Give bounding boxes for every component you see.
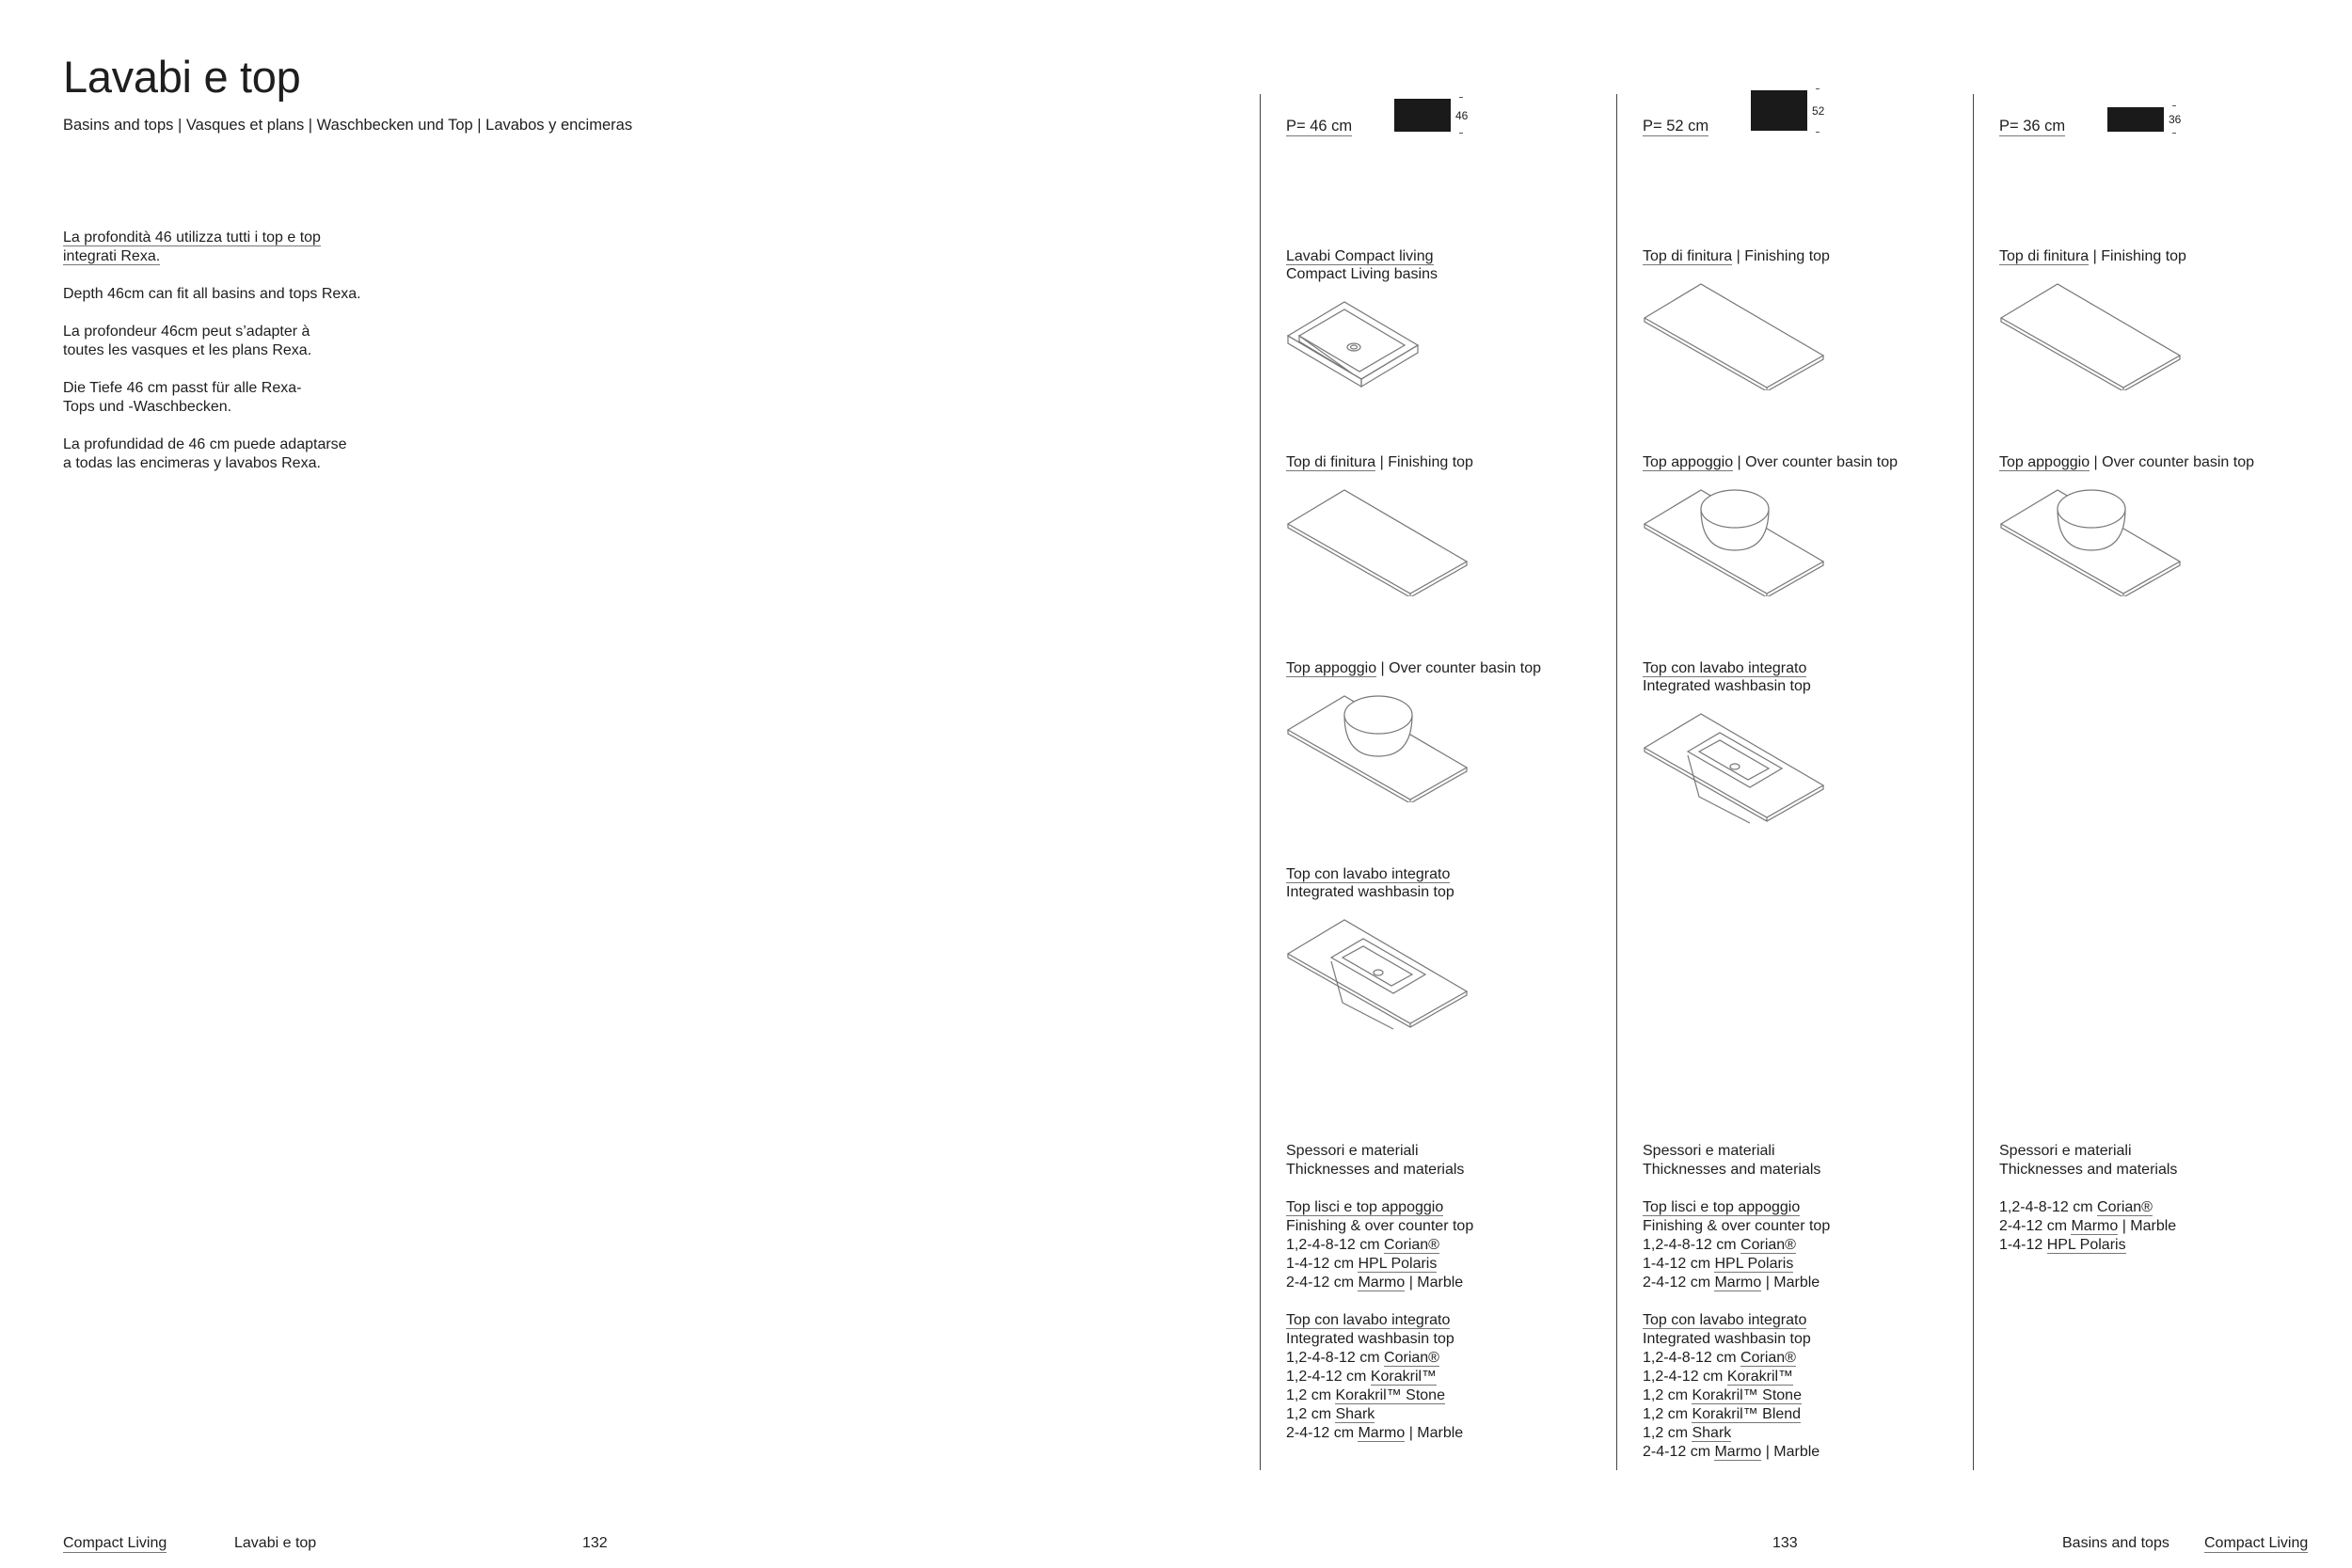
- material-thickness: 1,2-4-8-12 cm: [1643, 1350, 1741, 1366]
- materials-group-title-it-text: Top lisci e top appoggio: [1286, 1199, 1444, 1215]
- materials-heading-en: Thicknesses and materials: [1643, 1162, 1821, 1178]
- material-name: Corian®: [2097, 1199, 2153, 1215]
- over-counter-top-drawing: [1999, 488, 2319, 601]
- product-label-it: Top con lavabo integrato: [1643, 660, 1807, 676]
- material-name: Korakril™ Stone: [1692, 1387, 1802, 1403]
- product-label-it: Top appoggio: [1643, 454, 1734, 470]
- depth-swatch: [1394, 99, 1451, 132]
- depth-column-36: [1999, 0, 2319, 1505]
- material-name: Marmo: [1358, 1425, 1406, 1441]
- intro-en: Depth 46cm can fit all basins and tops Rexa.: [63, 286, 361, 302]
- material-name: Korakril™ Stone: [1335, 1387, 1445, 1403]
- materials-group-title-en: Integrated washbasin top: [1286, 1331, 1454, 1347]
- dimension-tick: [2172, 133, 2176, 134]
- material-name: HPL Polaris: [1358, 1256, 1438, 1272]
- material-line: [1286, 1236, 1606, 1255]
- material-thickness: 1-4-12 cm: [1286, 1256, 1359, 1272]
- intro-text: [63, 229, 402, 492]
- material-name: Shark: [1692, 1425, 1732, 1441]
- product-label-en: Over counter basin top: [1389, 660, 1542, 676]
- finishing-top-illustration: [1643, 282, 1831, 390]
- product-label-en: Finishing top: [2101, 248, 2186, 264]
- materials-group-title-it: [1286, 1198, 1606, 1217]
- product-item: [1643, 247, 1963, 395]
- product-label: [1286, 865, 1606, 901]
- compact-basin-illustration: [1286, 300, 1427, 394]
- intro-de: Die Tiefe 46 cm passt für alle Rexa- Tops und -Waschbecken.: [63, 380, 302, 415]
- material-name: HPL Polaris: [2046, 1237, 2126, 1253]
- depth-dimension-label: 36: [2169, 113, 2182, 126]
- footer-brand-right: Compact Living: [2204, 1535, 2309, 1551]
- material-name: Korakril™: [1726, 1369, 1794, 1385]
- product-label-en: Integrated washbasin top: [1643, 678, 1811, 694]
- depth-dimension-label: 46: [1455, 108, 1469, 122]
- product-label-it: Top di finitura: [1643, 248, 1733, 264]
- intro-es: La profundidad de 46 cm puede adaptarse a todas las encimeras y lavabos Rexa.: [63, 436, 347, 471]
- material-name: Marmo: [1714, 1275, 1762, 1291]
- materials-group: [1286, 1198, 1606, 1292]
- materials-heading-it: Spessori e materiali: [1286, 1143, 1419, 1159]
- depth-label: P= 52 cm: [1643, 118, 1709, 135]
- product-item: [1643, 659, 1963, 834]
- intro-fr: La profondeur 46cm peut s’adapter à toutes les vasques et les plans Rexa.: [63, 324, 312, 358]
- material-line: [1643, 1405, 1963, 1424]
- over-counter-top-drawing: [1286, 694, 1606, 807]
- material-line: [1286, 1405, 1606, 1424]
- depth-column-46: [1286, 0, 1606, 1505]
- over-counter-top-illustration: [1999, 488, 2187, 596]
- product-label: [1999, 453, 2319, 471]
- product-label-en: Finishing top: [1744, 248, 1830, 264]
- materials-group-title-it-text: Top con lavabo integrato: [1643, 1312, 1807, 1328]
- product-label: [1643, 659, 1963, 695]
- material-translation: | Marble: [2118, 1218, 2177, 1234]
- product-label-it: Top di finitura: [1286, 454, 1376, 470]
- material-thickness: 1-4-12: [1999, 1237, 2047, 1253]
- material-line: [1643, 1386, 1963, 1405]
- product-label-it: Top appoggio: [1999, 454, 2090, 470]
- product-label-en: Over counter basin top: [1745, 454, 1899, 470]
- materials-heading-it: Spessori e materiali: [1643, 1143, 1775, 1159]
- material-thickness: 2-4-12 cm: [1643, 1275, 1715, 1291]
- material-thickness: 1,2-4-12 cm: [1286, 1369, 1371, 1385]
- column-divider: [1973, 94, 1974, 1470]
- product-label-en: Over counter basin top: [2102, 454, 2255, 470]
- material-name: Corian®: [1740, 1350, 1796, 1366]
- materials-group-title-it: [1286, 1311, 1606, 1330]
- footer-brand-left: Compact Living: [63, 1535, 167, 1551]
- materials-group: [1643, 1198, 1963, 1292]
- material-name: Corian®: [1384, 1350, 1439, 1366]
- material-line: [1286, 1424, 1606, 1443]
- integrated-top-drawing: [1643, 712, 1963, 834]
- material-line: [1999, 1236, 2319, 1255]
- materials-heading-it: Spessori e materiali: [1999, 1143, 2132, 1159]
- material-thickness: 1,2 cm: [1643, 1425, 1692, 1441]
- column-divider: [1260, 94, 1261, 1470]
- dimension-tick: [1459, 133, 1463, 134]
- product-label-it: Top appoggio: [1286, 660, 1377, 676]
- material-thickness: 1,2 cm: [1286, 1406, 1336, 1422]
- material-thickness: 1,2 cm: [1643, 1387, 1692, 1403]
- material-line: [1999, 1198, 2319, 1217]
- page-title: Lavabi e top: [63, 52, 301, 102]
- material-name: Korakril™ Blend: [1692, 1406, 1802, 1422]
- material-thickness: 1,2-4-8-12 cm: [1643, 1237, 1741, 1253]
- product-label-en: Finishing top: [1388, 454, 1473, 470]
- product-label: [1643, 247, 1963, 265]
- integrated-top-drawing: [1286, 918, 1606, 1040]
- finishing-top-drawing: [1999, 282, 2319, 395]
- integrated-top-illustration: [1643, 712, 1831, 830]
- material-name: Marmo: [1714, 1444, 1762, 1460]
- material-thickness: 1,2-4-12 cm: [1643, 1369, 1727, 1385]
- material-name: Marmo: [2071, 1218, 2119, 1234]
- page-number-right: 133: [1772, 1535, 1798, 1551]
- material-translation: | Marble: [1761, 1275, 1820, 1291]
- product-label-it: Top con lavabo integrato: [1286, 866, 1451, 882]
- material-thickness: 2-4-12 cm: [1286, 1275, 1359, 1291]
- materials-group-title-en: Finishing & over counter top: [1643, 1218, 1831, 1234]
- page-subtitle: Basins and tops | Vasques et plans | Waschbecken und Top | Lavabos y encimeras: [63, 117, 633, 134]
- product-item: [1999, 453, 2319, 601]
- material-thickness: 2-4-12 cm: [1999, 1218, 2072, 1234]
- product-item: [1286, 865, 1606, 1040]
- material-line: [1286, 1349, 1606, 1368]
- material-line: [1643, 1236, 1963, 1255]
- finishing-top-drawing: [1643, 282, 1963, 395]
- material-line: [1286, 1255, 1606, 1274]
- product-label: [1286, 659, 1606, 677]
- materials-group-title-it: [1643, 1311, 1963, 1330]
- materials-group-title-en: Finishing & over counter top: [1286, 1218, 1474, 1234]
- label-separator: |: [1732, 248, 1745, 264]
- product-label: [1286, 453, 1606, 471]
- materials-block: [1999, 1142, 2319, 1274]
- material-translation: | Marble: [1405, 1275, 1464, 1291]
- material-line: [1643, 1349, 1963, 1368]
- material-name: Shark: [1335, 1406, 1375, 1422]
- materials-group-title-it-text: Top lisci e top appoggio: [1643, 1199, 1801, 1215]
- dimension-tick: [2172, 105, 2176, 106]
- dimension-tick: [1816, 132, 1820, 133]
- finishing-top-illustration: [1286, 488, 1474, 596]
- over-counter-top-drawing: [1643, 488, 1963, 601]
- materials-heading-en: Thicknesses and materials: [1286, 1162, 1465, 1178]
- intro-it: La profondità 46 utilizza tutti i top e top integrati Rexa.: [63, 230, 321, 264]
- material-thickness: 1,2-4-8-12 cm: [1286, 1350, 1385, 1366]
- product-label: [1286, 247, 1606, 283]
- material-line: [1286, 1274, 1606, 1292]
- label-separator: |: [1375, 454, 1389, 470]
- depth-dimension-label: 52: [1812, 103, 1825, 118]
- materials-group: [1999, 1198, 2319, 1255]
- product-item: [1286, 247, 1606, 399]
- depth-swatch: [2107, 107, 2164, 132]
- material-line: [1643, 1443, 1963, 1462]
- material-thickness: 1,2 cm: [1286, 1387, 1336, 1403]
- product-item: [1643, 453, 1963, 601]
- materials-group-title-en: Integrated washbasin top: [1643, 1331, 1811, 1347]
- finishing-top-illustration: [1999, 282, 2187, 390]
- materials-group: [1643, 1311, 1963, 1462]
- materials-heading: [1286, 1142, 1606, 1180]
- materials-group: [1286, 1311, 1606, 1443]
- material-thickness: 1,2-4-8-12 cm: [1286, 1237, 1385, 1253]
- depth-label: P= 36 cm: [1999, 118, 2066, 135]
- material-line: [1286, 1386, 1606, 1405]
- page-number-left: 132: [582, 1535, 608, 1551]
- material-translation: | Marble: [1761, 1444, 1820, 1460]
- integrated-top-illustration: [1286, 918, 1474, 1036]
- footer-section-left: Lavabi e top: [234, 1535, 317, 1551]
- dimension-tick: [1816, 88, 1820, 89]
- product-item: [1286, 659, 1606, 807]
- materials-heading: [1643, 1142, 1963, 1180]
- depth-column-52: [1643, 0, 1963, 1505]
- material-name: Marmo: [1358, 1275, 1406, 1291]
- material-translation: | Marble: [1405, 1425, 1464, 1441]
- materials-heading-en: Thicknesses and materials: [1999, 1162, 2178, 1178]
- product-item: [1286, 453, 1606, 601]
- dimension-tick: [1459, 97, 1463, 98]
- materials-group-title-it-text: Top con lavabo integrato: [1286, 1312, 1451, 1328]
- material-thickness: 2-4-12 cm: [1643, 1444, 1715, 1460]
- materials-block: [1643, 1142, 1963, 1481]
- product-label-en: Integrated washbasin top: [1286, 884, 1454, 900]
- material-line: [1643, 1274, 1963, 1292]
- material-thickness: 2-4-12 cm: [1286, 1425, 1359, 1441]
- product-label: [1999, 247, 2319, 265]
- label-separator: |: [1733, 454, 1746, 470]
- depth-swatch: [1751, 90, 1807, 131]
- material-line: [1643, 1424, 1963, 1443]
- material-name: Korakril™: [1370, 1369, 1438, 1385]
- label-separator: |: [2089, 248, 2102, 264]
- label-separator: |: [1376, 660, 1390, 676]
- product-item: [1999, 247, 2319, 395]
- material-line: [1643, 1368, 1963, 1386]
- material-thickness: 1,2 cm: [1643, 1406, 1692, 1422]
- column-divider: [1616, 94, 1617, 1470]
- compact-basin-drawing: [1286, 300, 1606, 399]
- product-label-it: Top di finitura: [1999, 248, 2090, 264]
- material-name: Corian®: [1384, 1237, 1439, 1253]
- product-label-it: Lavabi Compact living: [1286, 248, 1434, 264]
- material-line: [1999, 1217, 2319, 1236]
- materials-heading: [1999, 1142, 2319, 1180]
- material-line: [1286, 1368, 1606, 1386]
- label-separator: |: [2090, 454, 2103, 470]
- finishing-top-drawing: [1286, 488, 1606, 601]
- over-counter-top-illustration: [1643, 488, 1831, 596]
- over-counter-top-illustration: [1286, 694, 1474, 802]
- material-thickness: 1,2-4-8-12 cm: [1999, 1199, 2098, 1215]
- product-label: [1643, 453, 1963, 471]
- product-label-en: Compact Living basins: [1286, 266, 1438, 282]
- footer-section-right: Basins and tops: [2062, 1535, 2169, 1551]
- material-thickness: 1-4-12 cm: [1643, 1256, 1715, 1272]
- materials-block: [1286, 1142, 1606, 1462]
- materials-group-title-it: [1643, 1198, 1963, 1217]
- material-line: [1643, 1255, 1963, 1274]
- material-name: HPL Polaris: [1714, 1256, 1794, 1272]
- material-name: Corian®: [1740, 1237, 1796, 1253]
- depth-label: P= 46 cm: [1286, 118, 1353, 135]
